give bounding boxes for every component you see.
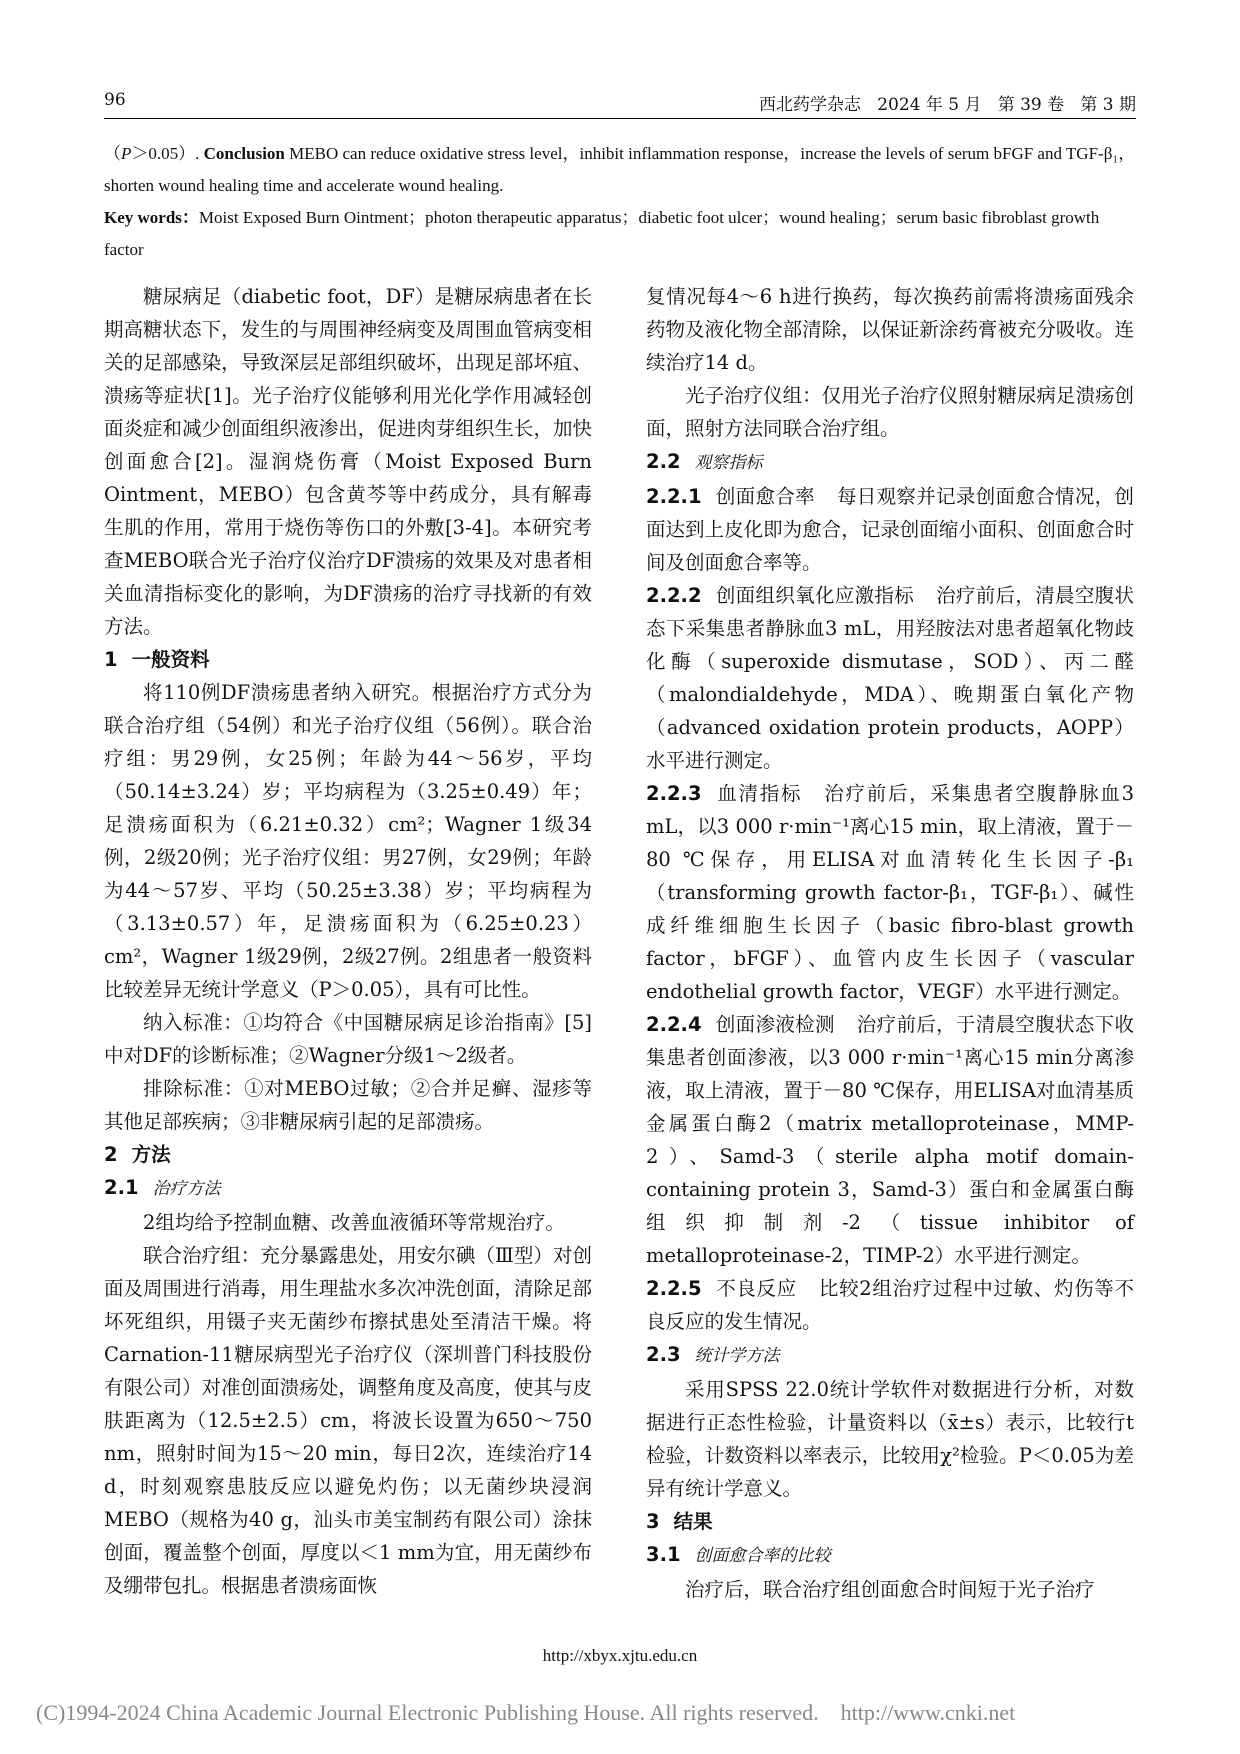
- abstract-keywords: [104, 202, 1136, 266]
- section-2-2-2: [646, 579, 1134, 777]
- conclusion-text: MEBO can reduce oxidative stress level，inhibit inflammation response，increase the levels of serum bFGF and TGF-β₁，shorten wound healing time and accelerate wound healing.: [104, 144, 1136, 195]
- p-symbol: P: [121, 144, 132, 163]
- right-column: [646, 280, 1134, 1606]
- section-title: 不良反应: [715, 1277, 797, 1300]
- combined-treatment: 联合治疗组：充分暴露患处，用安尔碘（Ⅲ型）对创面及周围进行消毒，用生理盐水多次冲洗创面，清除足部坏死组织，用镊子夹无菌纱布擦拭患处至清洁干燥。将Carnation-11糖尿病型光子治疗仪（深圳普门科技股份有限公司）对准创面溃疡处，调整角度及高度，使其与皮肤距离为（12.5±2.5）cm，将波长设置为650～750 nm，照射时间为15～20 min，每日2次，连续治疗14 d，时刻观察患肢反应以避免灼伤；以无菌纱块浸润MEBO（规格为40 g，汕头市美宝制药有限公司）涂抹创面，覆盖整个创面，厚度以＜1 mm为宜，用无菌纱布及绷带包扎。根据患者溃疡面恢: [104, 1244, 592, 1597]
- section-number: 2.2.4: [646, 1013, 702, 1036]
- section-number: 3: [646, 1510, 660, 1533]
- section-text: 比较2组治疗过程中过敏、灼伤等不良反应的发生情况。: [646, 1277, 1134, 1333]
- section-2-2-4: [646, 1008, 1134, 1272]
- section-2-2-5: [646, 1272, 1134, 1338]
- section-1-heading: [104, 643, 592, 676]
- journal-info: 西北药学杂志 2024 年 5 月 第 39 卷 第 3 期: [759, 95, 1136, 115]
- section-title: 创面渗液检测: [715, 1013, 835, 1036]
- section-number: 2.2.1: [646, 485, 702, 508]
- exclusion-criteria: 排除标准：①对MEBO过敏；②合并足癣、湿疹等其他足部疾病；③非糖尿病引起的足部溃疡。: [104, 1077, 592, 1133]
- inclusion-criteria: 纳入标准：①均符合《中国糖尿病足诊治指南》[5]中对DF的诊断标准；②Wagner分级1～2级者。: [104, 1011, 592, 1067]
- section-text: 治疗前后，于清晨空腹状态下收集患者创面渗液，以3 000 r·min⁻¹离心15 min分离渗液，取上清液，置于－80 ℃保存，用ELISA对血清基质金属蛋白酶2（matrix metalloproteinase，MMP-2）、Samd-3（sterile alpha motif domain-containing protein 3，Samd-3）蛋白和金属蛋白酶组织抑制剂-2（tissue inhibitor of metalloproteinase-2，TIMP-2）水平进行测定。: [646, 1013, 1134, 1267]
- section-2-1-heading: [104, 1171, 592, 1206]
- section-title: 一般资料: [131, 648, 210, 671]
- section-2-2-3: [646, 777, 1134, 1008]
- continued-paragraph: 复情况每4～6 h进行换药，每次换药前需将溃疡面残余药物及液化物全部清除，以保证新涂药膏被充分吸收。连续治疗14 d。: [646, 285, 1134, 374]
- section-text: 治疗前后，清晨空腹状态下采集患者静脉血3 mL，用羟胺法对患者超氧化物歧化酶（superoxide dismutase，SOD）、丙二醛（malondialdehyde，MDA）、晚期蛋白氧化产物（advanced oxidation protein products，AOPP）水平进行测定。: [646, 584, 1134, 772]
- section-number: 2.2.3: [646, 782, 702, 805]
- section-number: 3.1: [646, 1543, 681, 1566]
- p-value: ＞0.05）.: [131, 144, 204, 163]
- section-2-heading: [104, 1138, 592, 1171]
- left-column: [104, 280, 592, 1602]
- paren-open: （: [104, 144, 121, 163]
- section-title: 结果: [673, 1510, 713, 1533]
- intro-paragraph: 糖尿病足（diabetic foot，DF）是糖尿病患者在长期高糖状态下，发生的与周围神经病变及周围血管病变相关的足部感染，导致深层足部组织破坏，出现足部坏疽、溃疡等症状[1]。光子治疗仪能够利用光化学作用减轻创面炎症和减少创面组织液渗出，促进肉芽组织生长，加快创面愈合[2]。湿润烧伤膏（Moist Exposed Burn Ointment，MEBO）包含黄芩等中药成分，具有解毒生肌的作用，常用于烧伤等伤口的外敷[3-4]。本研究考查MEBO联合光子治疗仪治疗DF溃疡的效果及对患者相关血清指标变化的影响，为DF溃疡的治疗寻找新的有效方法。: [104, 285, 592, 638]
- footer-url: http://xbyx.xjtu.edu.cn: [542, 1646, 698, 1665]
- section-2-2-heading: [646, 445, 1134, 480]
- section-1-paragraph: 将110例DF溃疡患者纳入研究。根据治疗方式分为联合治疗组（54例）和光子治疗仪组（56例）。联合治疗组：男29例，女25例；年龄为44～56岁，平均（50.14±3.24）岁；平均病程为（3.25±0.49）年；足溃疡面积为（6.21±0.32）cm²；Wagner 1级34例，2级20例；光子治疗仪组：男27例，女29例；年龄为44～57岁、平均（50.25±3.38）岁；平均病程为（3.13±0.57）年，足溃疡面积为（6.25±0.23）cm²，Wagner 1级29例，2级27例。2组患者一般资料比较差异无统计学意义（P＞0.05），具有可比性。: [104, 681, 592, 1001]
- abstract-block: [104, 138, 1136, 266]
- section-title: 统计学方法: [694, 1346, 780, 1366]
- section-number: 2: [104, 1143, 118, 1166]
- keywords-text: Moist Exposed Burn Ointment；photon therapeutic apparatus；diabetic foot ulcer；wound healing；serum basic fibroblast growth factor: [104, 208, 1100, 259]
- section-number: 2.2.2: [646, 584, 702, 607]
- section-number: 2.2.5: [646, 1277, 702, 1300]
- section-3-heading: [646, 1505, 1134, 1538]
- section-number: 2.2: [646, 450, 681, 473]
- section-title: 创面愈合率: [715, 485, 815, 508]
- photon-group-paragraph: 光子治疗仪组：仅用光子治疗仪照射糖尿病足溃疡创面，照射方法同联合治疗组。: [646, 384, 1134, 440]
- page-number: 96: [104, 90, 126, 110]
- section-text: 每日观察并记录创面愈合情况，创面达到上皮化即为愈合，记录创面缩小面积、创面愈合时间及创面愈合率等。: [646, 485, 1134, 574]
- section-text: 治疗前后，采集患者空腹静脉血3 mL，以3 000 r·min⁻¹离心15 min，取上清液，置于－80 ℃保存，用ELISA对血清转化生长因子-β₁（transforming growth factor-β₁，TGF-β₁）、碱性成纤维细胞生长因子（basic fibro-blast growth factor，bFGF）、血管内皮生长因子（vascular endothelial growth factor，VEGF）水平进行测定。: [646, 782, 1134, 1003]
- routine-treatment: 2组均给予控制血糖、改善血液循环等常规治疗。: [143, 1211, 565, 1234]
- copyright-notice: (C)1994-2024 China Academic Journal Electronic Publishing House. All rights reserved. http://www.cnki.net: [36, 1700, 1016, 1725]
- statistics-paragraph: 采用SPSS 22.0统计学软件对数据进行分析，对数据进行正态性检验，计量资料以（x̄±s）表示，比较行t检验，计数资料以率表示，比较用χ²检验。P＜0.05为差异有统计学意义。: [646, 1378, 1134, 1500]
- section-2-3-heading: [646, 1338, 1134, 1373]
- keywords-label: Key words：: [104, 208, 199, 227]
- section-title: 创面组织氧化应激指标: [715, 584, 915, 607]
- abstract-conclusion: [104, 138, 1136, 202]
- running-header: [104, 84, 1136, 119]
- section-number: 2.3: [646, 1343, 681, 1366]
- section-title: 创面愈合率的比较: [694, 1546, 831, 1566]
- conclusion-label: Conclusion: [203, 144, 285, 163]
- section-number: 1: [104, 648, 118, 671]
- section-title: 观察指标: [694, 453, 763, 473]
- results-paragraph: 治疗后，联合治疗组创面愈合时间短于光子治疗: [685, 1578, 1095, 1601]
- section-number: 2.1: [104, 1176, 139, 1199]
- section-title: 方法: [131, 1143, 171, 1166]
- section-2-2-1: [646, 480, 1134, 579]
- section-3-1-heading: [646, 1538, 1134, 1573]
- section-title: 血清指标: [715, 782, 803, 805]
- section-title: 治疗方法: [152, 1179, 221, 1199]
